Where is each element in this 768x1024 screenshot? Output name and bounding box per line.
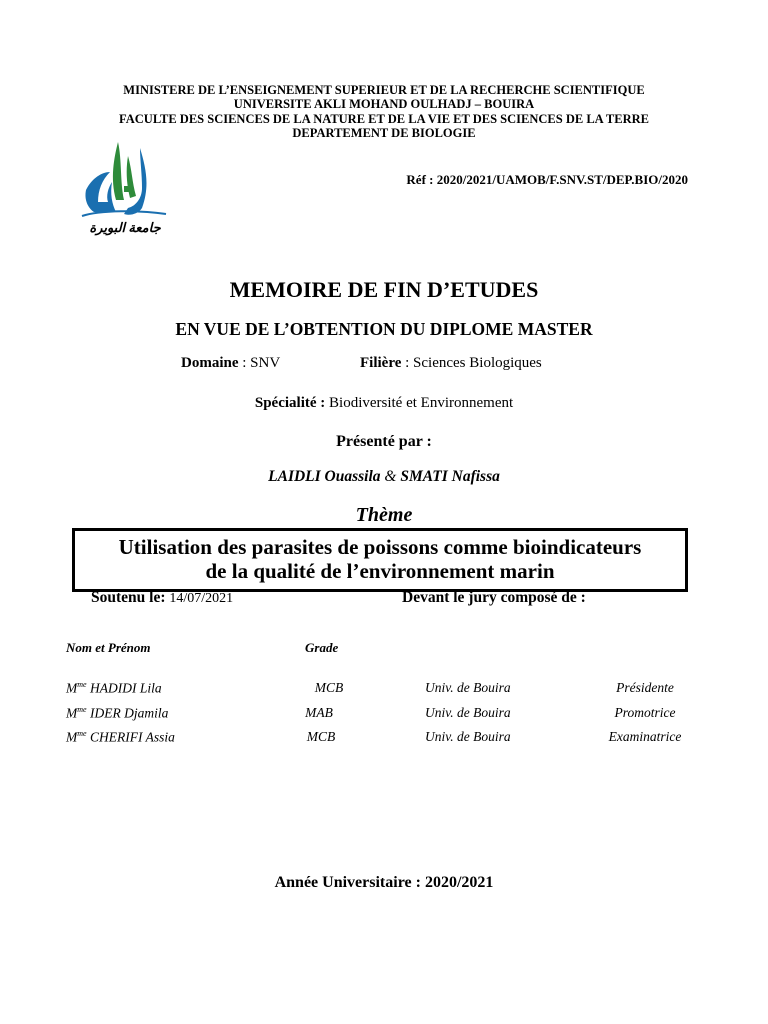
jury-row xyxy=(0,705,768,723)
academic-year: Année Universitaire : 2020/2021 xyxy=(274,874,494,891)
member-name: CHERIFI Assia xyxy=(86,729,175,745)
theme-label: Thème xyxy=(355,504,413,526)
university-line: UNIVERSITE AKLI MOHAND OULHADJ – BOUIRA xyxy=(233,97,535,111)
jury-title: Devant le jury composé de : xyxy=(402,589,586,606)
title-prefix: M xyxy=(66,729,78,745)
domaine-label: Domaine xyxy=(181,355,239,371)
jury-member-grade: MCB xyxy=(314,680,344,695)
defense-label: Soutenu le: xyxy=(91,589,166,606)
jury-member-univ: Univ. de Bouira xyxy=(425,729,511,744)
author-1: LAIDLI Ouassila xyxy=(268,468,381,485)
department-line: DEPARTEMENT DE BIOLOGIE xyxy=(292,126,476,140)
presented-by-label: Présenté par : xyxy=(336,433,432,450)
filiere-value: : Sciences Biologiques xyxy=(401,355,542,371)
theme-box xyxy=(72,528,688,592)
filiere-field xyxy=(360,355,542,372)
member-name: IDER Djamila xyxy=(86,705,169,721)
title-sup: me xyxy=(77,729,87,738)
theme-line-1: Utilisation des parasites de poissons comme bioindicateurs xyxy=(118,535,642,559)
jury-member-name xyxy=(66,680,162,697)
ministry-line: MINISTERE DE L’ENSEIGNEMENT SUPERIEUR ET DE LA RECHERCHE SCIENTIFIQUE xyxy=(123,83,645,97)
jury-member-grade: MAB xyxy=(305,705,333,720)
jury-header-grade: Grade xyxy=(305,640,339,655)
specialite-field xyxy=(0,395,768,412)
jury-row xyxy=(0,729,768,747)
author-2: SMATI Nafissa xyxy=(400,468,500,485)
reference-number: Réf : 2020/2021/UAMOB/F.SNV.ST/DEP.BIO/2020 xyxy=(406,172,688,187)
specialite-value: Biodiversité et Environnement xyxy=(325,395,514,411)
theme-line-2: de la qualité de l’environnement marin xyxy=(205,559,555,583)
document-subtitle: EN VUE DE L’OBTENTION DU DIPLOME MASTER xyxy=(175,319,593,339)
document-title: MEMOIRE DE FIN D’ETUDES xyxy=(229,277,539,302)
faculty-line: FACULTE DES SCIENCES DE LA NATURE ET DE LA VIE ET DES SCIENCES DE LA TERRE xyxy=(119,112,649,126)
jury-member-name xyxy=(66,729,175,746)
domaine-value: : SNV xyxy=(238,355,281,371)
jury-member-role: Promotrice xyxy=(614,705,676,720)
author-separator: & xyxy=(380,468,401,485)
domaine-field xyxy=(181,355,280,372)
title-sup: me xyxy=(77,680,87,689)
jury-member-role: Examinatrice xyxy=(608,729,682,744)
jury-header-name: Nom et Prénom xyxy=(66,640,151,655)
jury-member-grade: MCB xyxy=(306,729,336,744)
filiere-label: Filière xyxy=(360,355,402,371)
logo-caption: جامعة البويرة xyxy=(89,220,161,235)
jury-member-univ: Univ. de Bouira xyxy=(425,680,511,695)
university-logo-icon xyxy=(80,138,170,238)
jury-row xyxy=(0,680,768,698)
title-prefix: M xyxy=(66,680,78,696)
jury-member-role: Présidente xyxy=(616,680,674,695)
member-name: HADIDI Lila xyxy=(86,680,162,696)
authors xyxy=(0,468,768,486)
jury-member-name xyxy=(66,705,168,722)
title-sup: me xyxy=(77,705,87,714)
jury-member-univ: Univ. de Bouira xyxy=(425,705,511,720)
specialite-label: Spécialité : xyxy=(254,395,326,411)
defense-date-value: 14/07/2021 xyxy=(169,591,234,606)
defense-date xyxy=(91,589,233,607)
title-prefix: M xyxy=(66,705,78,721)
